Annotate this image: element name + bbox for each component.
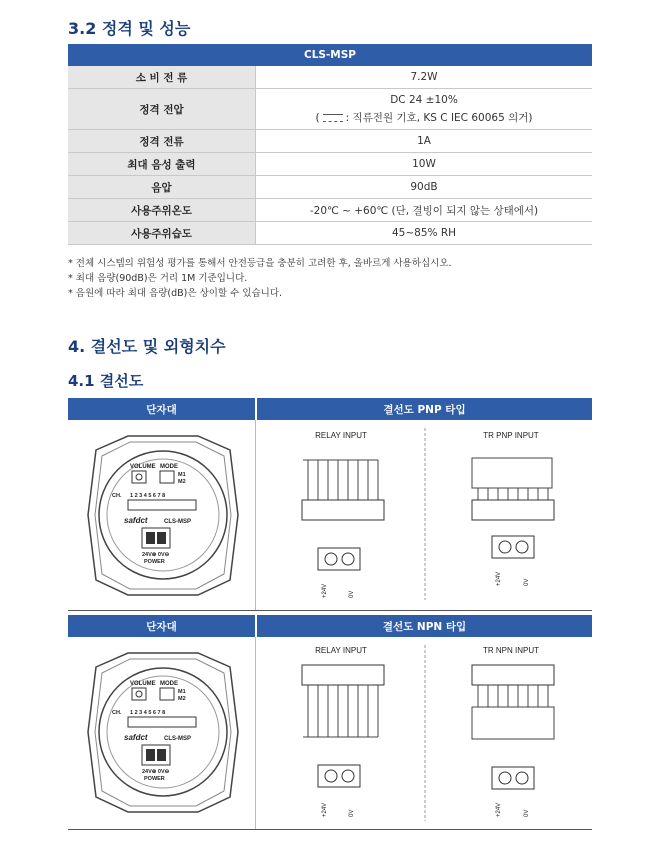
m2-label: M2	[178, 479, 186, 485]
device-model-label: CLS-MSP	[164, 736, 191, 742]
channel-numbers: 1 2 3 4 5 6 7 8	[130, 710, 166, 716]
volume-label: VOLUME	[130, 681, 156, 687]
note-open: (	[315, 111, 320, 124]
tr-pnp-schematic	[472, 458, 554, 586]
section-3-2-title: 3.2 정격 및 성능	[68, 19, 191, 38]
spec-value-note	[256, 110, 592, 125]
spec-value: 45~85% RH	[256, 222, 593, 245]
relay-terminal-block	[302, 500, 384, 520]
ch-label: CH.	[112, 493, 122, 499]
tr-zero-label: 0V	[524, 578, 530, 586]
channel-terminal-block	[128, 717, 196, 727]
pnp-panel	[68, 420, 592, 611]
section-4-1-title: 4.1 결선도	[68, 372, 144, 390]
pnp-diagram	[68, 420, 592, 610]
spec-label: 음압	[68, 176, 256, 199]
spec-value: -20℃ ~ +60℃ (단, 결빙이 되지 않는 상태에서)	[256, 199, 593, 222]
note-item: * 최대 음량(90dB)은 거리 1M 기준입니다.	[68, 273, 248, 284]
tr-terminal-block	[472, 665, 554, 685]
m2-label: M2	[178, 696, 186, 702]
tr-input-label: TR PNP INPUT	[483, 431, 539, 440]
tr-npn-schematic	[472, 665, 554, 817]
spec-label: 사용주위습도	[68, 222, 256, 245]
relay-zero-label: 0V	[349, 809, 355, 817]
relay-pnp-schematic	[302, 460, 384, 598]
power-terminal-pin	[146, 749, 155, 761]
tr-zero-label: 0V	[524, 809, 530, 817]
m1-label: M1	[178, 689, 186, 695]
spec-table	[68, 44, 592, 245]
power-pins-label: 24V⊕ 0V⊖	[142, 769, 170, 775]
tr-plus24-label: +24V	[496, 802, 502, 817]
dc-symbol-icon	[323, 114, 343, 122]
tr-input-label: TR NPN INPUT	[483, 646, 539, 655]
device-drawing	[88, 653, 238, 812]
tr-terminal-block	[472, 500, 554, 520]
relay-npn-schematic	[302, 665, 384, 817]
note-item: * 음원에 따라 최대 음량(dB)은 상이할 수 있습니다.	[68, 288, 283, 299]
brand-logo: safdct	[124, 733, 148, 742]
spec-value: 10W	[256, 153, 593, 176]
power-label: POWER	[144, 559, 165, 565]
mode-label: MODE	[160, 464, 178, 470]
volume-knob	[132, 688, 146, 700]
volume-knob	[132, 471, 146, 483]
diagram-header: 결선도 NPN 타입	[257, 615, 592, 637]
relay-input-label: RELAY INPUT	[315, 431, 367, 440]
section-4-title: 4. 결선도 및 외형치수	[68, 337, 226, 356]
channel-terminal-block	[128, 500, 196, 510]
channel-numbers: 1 2 3 4 5 6 7 8	[130, 493, 166, 499]
ch-label: CH.	[112, 710, 122, 716]
spec-value: 7.2W	[256, 66, 593, 89]
relay-plus24-label: +24V	[322, 583, 328, 598]
device-drawing	[88, 436, 238, 595]
relay-plus24-label: +24V	[322, 802, 328, 817]
spec-value: 90dB	[256, 176, 593, 199]
device-model-label: CLS-MSP	[164, 519, 191, 525]
power-pins-label: 24V⊕ 0V⊖	[142, 552, 170, 558]
npn-diagram	[68, 637, 592, 829]
tr-pnp-module	[472, 458, 552, 488]
spec-value: DC 24 ±10%	[390, 93, 458, 106]
relay-input-label: RELAY INPUT	[315, 646, 367, 655]
relay-terminal-block	[302, 665, 384, 685]
power-terminal-pin	[157, 532, 166, 544]
spec-label: 최대 음성 출력	[68, 153, 256, 176]
spec-value: 1A	[256, 130, 593, 153]
spec-label: 소 비 전 류	[68, 66, 256, 89]
power-terminal-pin	[157, 749, 166, 761]
note-text: : 직류전원 기호, KS C IEC 60065 의거)	[345, 111, 533, 124]
spec-label: 정격 전류	[68, 130, 256, 153]
brand-logo: safdct	[124, 516, 148, 525]
spec-label: 사용주위온도	[68, 199, 256, 222]
mode-label: MODE	[160, 681, 178, 687]
spec-value-voltage	[256, 89, 593, 130]
mode-switch	[160, 471, 174, 483]
npn-header-bar	[68, 615, 592, 637]
tr-npn-module	[472, 707, 554, 739]
diagram-header: 결선도 PNP 타입	[257, 398, 592, 420]
relay-zero-label: 0V	[349, 590, 355, 598]
m1-label: M1	[178, 472, 186, 478]
terminal-header: 단자대	[68, 615, 257, 637]
terminal-header: 단자대	[68, 398, 257, 420]
tr-plus24-label: +24V	[496, 571, 502, 586]
volume-label: VOLUME	[130, 464, 156, 470]
notes	[68, 256, 452, 301]
power-label: POWER	[144, 776, 165, 782]
pnp-header-bar	[68, 398, 592, 420]
spec-label: 정격 전압	[68, 89, 256, 130]
mode-switch	[160, 688, 174, 700]
power-terminal-pin	[146, 532, 155, 544]
spec-model-header: CLS-MSP	[68, 44, 592, 66]
npn-panel	[68, 637, 592, 830]
note-item: * 전체 시스템의 위험성 평가를 통해서 안전등급을 충분히 고려한 후, 올바르게 사용하십시오.	[68, 258, 452, 269]
